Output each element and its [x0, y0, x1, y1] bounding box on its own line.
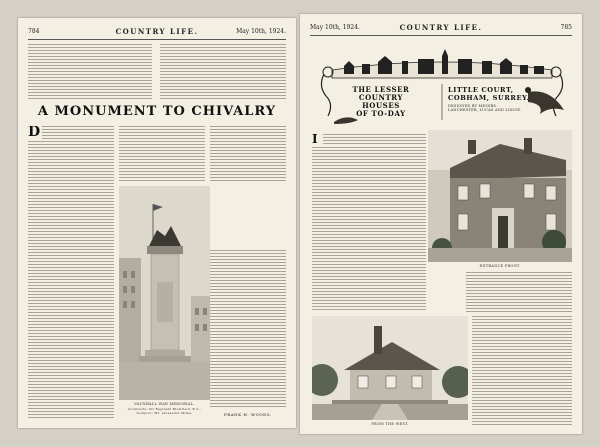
west-view-photo [312, 316, 468, 420]
left-article-col-3-bottom [210, 250, 286, 408]
right-text-col-2-bottom [472, 316, 572, 426]
left-page [18, 18, 296, 428]
series-title [340, 86, 422, 118]
house-title [448, 86, 529, 102]
entrance-front-caption: ENTRANCE FRONT. [479, 264, 521, 268]
memorial-photo [119, 186, 210, 400]
architects-credit [448, 104, 522, 113]
left-top-text-col-1 [28, 44, 152, 100]
house-entrance-illustration [428, 130, 572, 262]
architects-line-2: LANCHESTER, LUCAS AND LODGE. [448, 108, 522, 113]
series-title-line-1: THE LESSER [352, 85, 410, 94]
house-west-illustration [312, 316, 468, 420]
left-page-number: 784 [28, 28, 40, 35]
house-title-line-1: LITTLE COURT, [448, 86, 514, 94]
right-running-head [310, 23, 572, 33]
series-title-line-3: OF TO-DAY [356, 109, 406, 118]
left-article-col-2 [119, 126, 205, 182]
left-article-col-1 [28, 126, 114, 418]
right-page [300, 14, 582, 434]
left-date: May 10th, 1924. [236, 28, 286, 35]
left-head-rule [28, 39, 286, 40]
right-date: May 10th, 1924. [310, 24, 360, 31]
memorial-credit: Architects: Sir Reginald Blomfield, R.A., Sculptor: Mr. Alexander Milne. [127, 407, 202, 415]
right-text-col-1 [312, 134, 426, 310]
left-running-head [28, 27, 286, 37]
article-headline: A MONUMENT TO CHIVALRY [37, 104, 277, 119]
west-view-caption: FROM THE WEST. [371, 422, 409, 426]
architects-line-1: DESIGNED BY MESSRS. [448, 104, 498, 108]
right-magazine-title: COUNTRY LIFE. [399, 23, 483, 32]
article-byline: FRANK H. WOODS. [224, 412, 272, 417]
memorial-caption: VAUXHALL WAR MEMORIAL. [134, 402, 195, 406]
house-title-line-2: COBHAM, SURREY. [448, 94, 530, 102]
series-title-line-2: COUNTRY HOUSES [358, 93, 404, 110]
right-head-rule [310, 35, 572, 36]
drop-cap-right: I [312, 134, 318, 146]
left-article-col-3-top [210, 126, 286, 182]
drop-cap: D [28, 126, 41, 140]
right-text-col-2-top [466, 272, 572, 312]
left-magazine-title: COUNTRY LIFE. [115, 27, 199, 36]
right-page-number: 785 [560, 24, 572, 31]
entrance-front-photo [428, 130, 572, 262]
left-top-text-col-2 [160, 44, 286, 100]
memorial-illustration [119, 186, 210, 400]
